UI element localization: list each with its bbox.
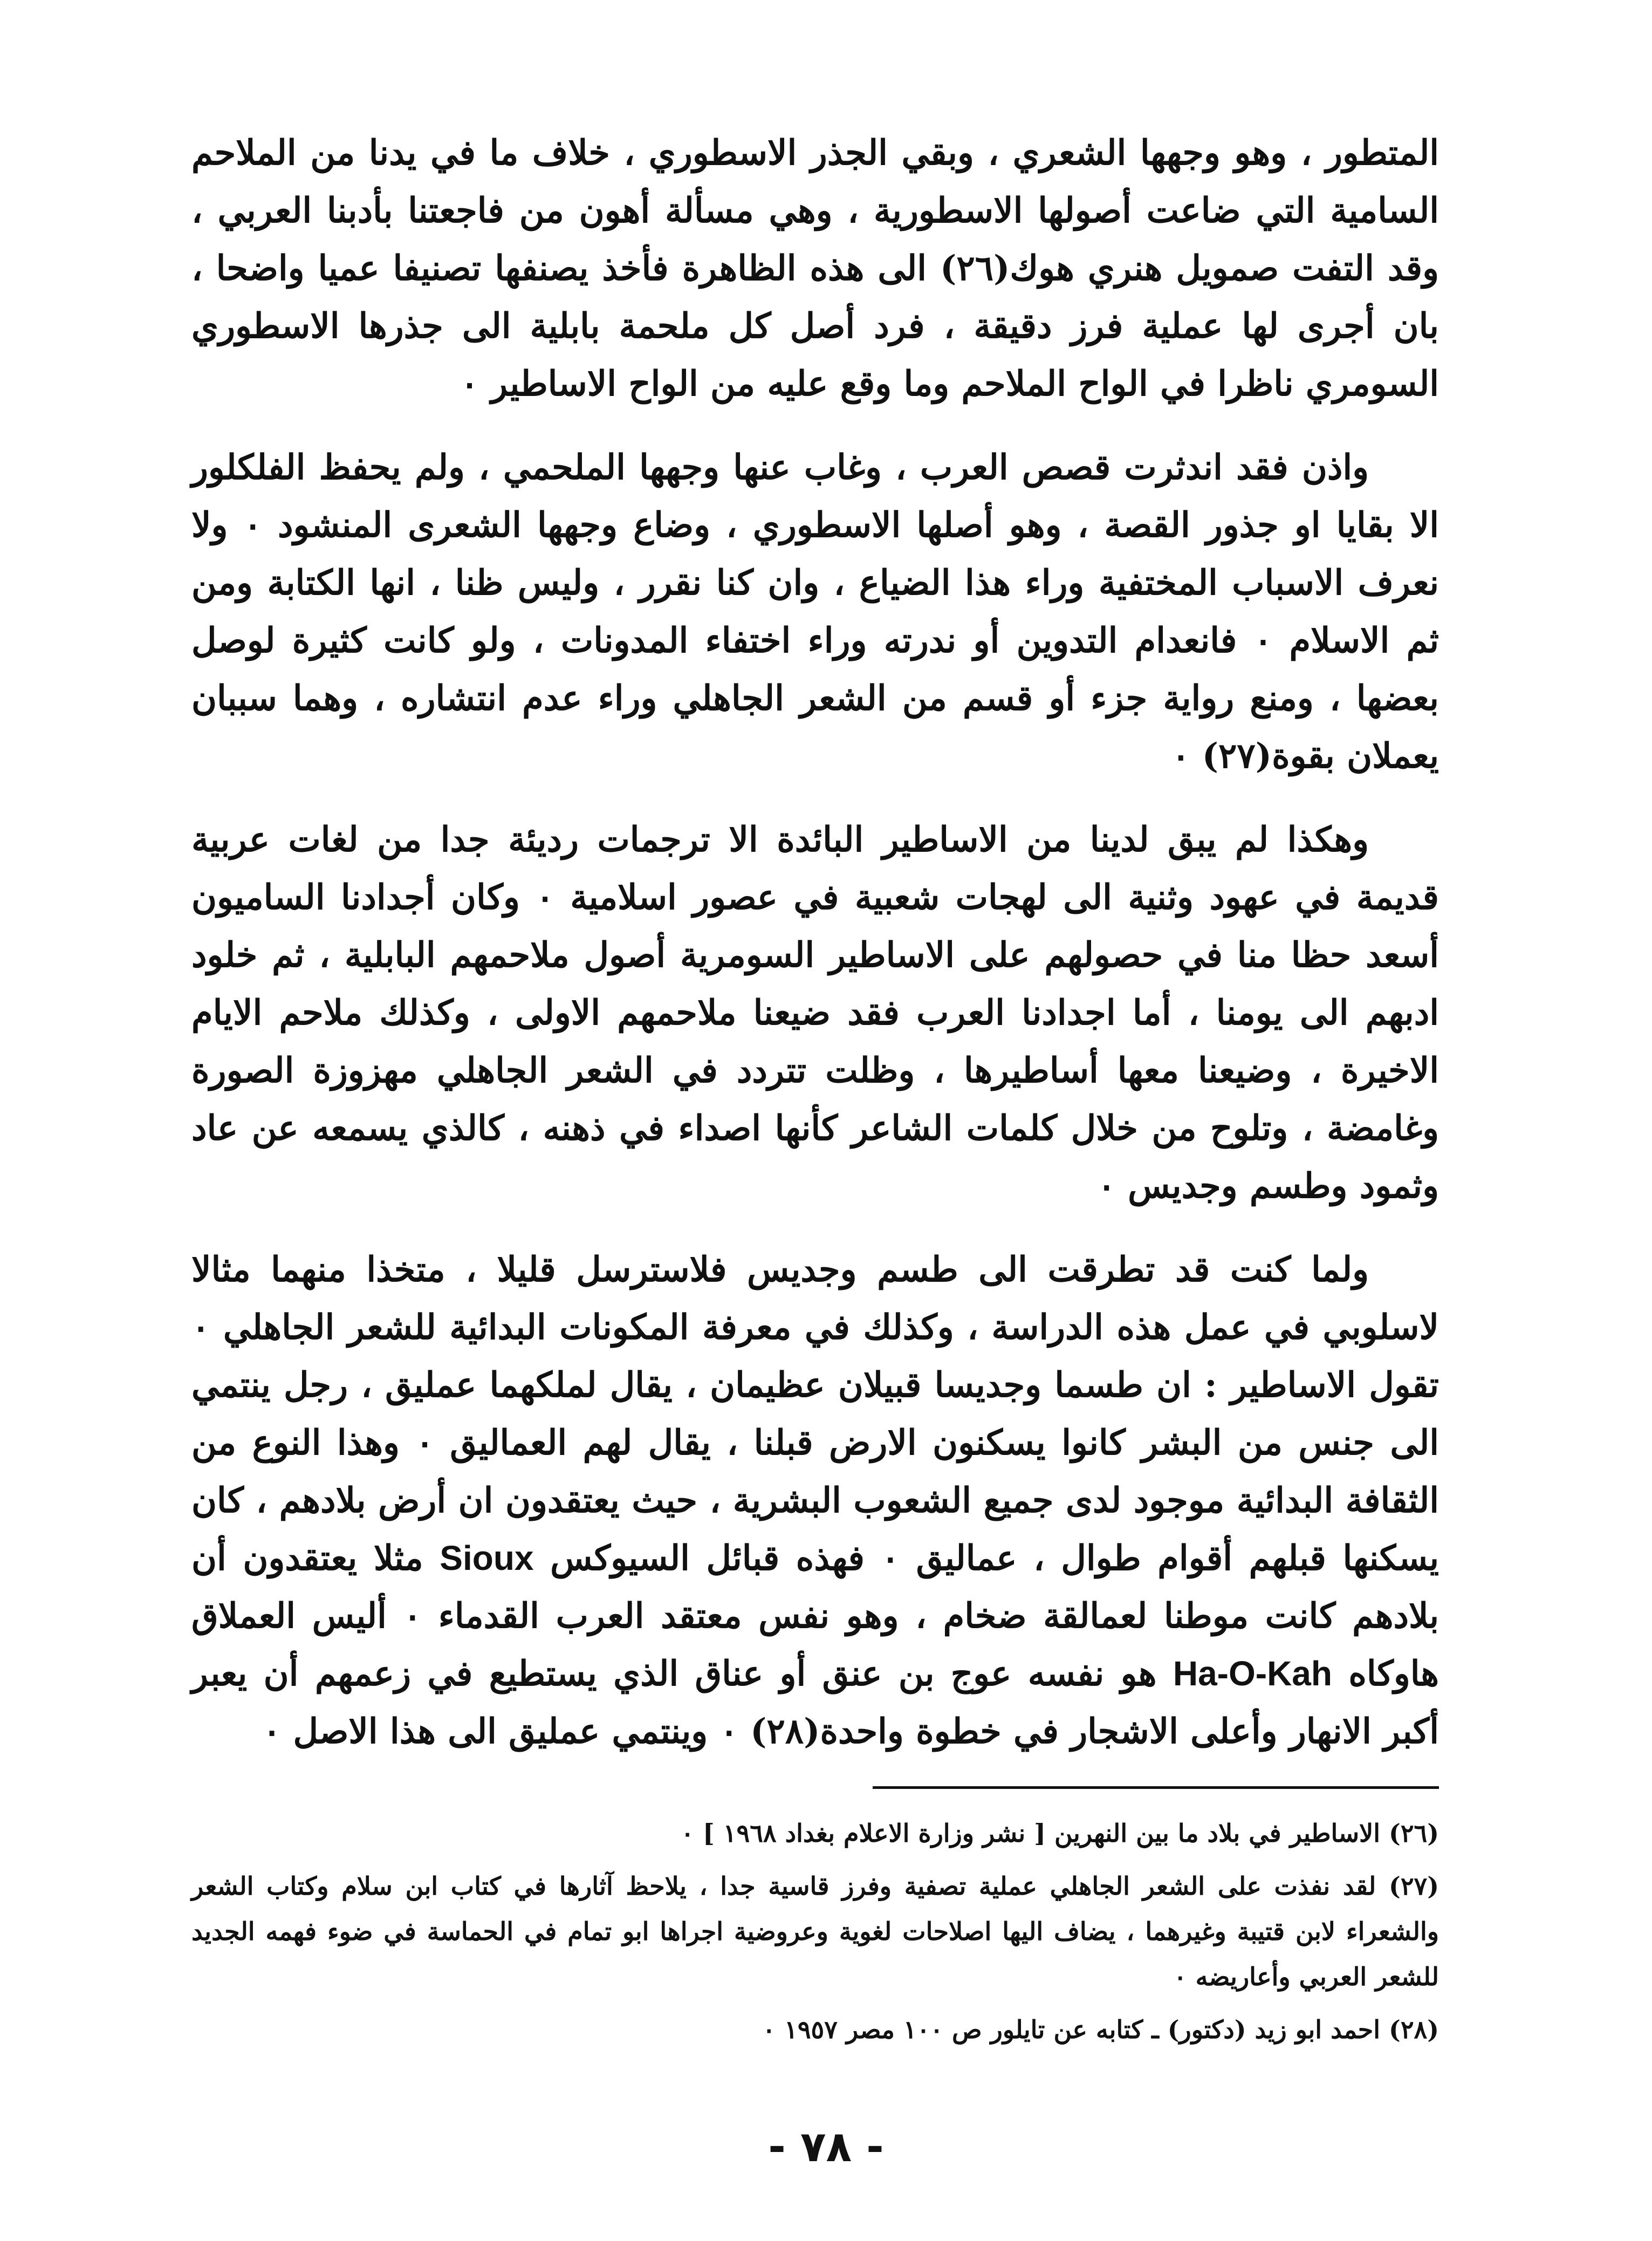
paragraph-1 bbox=[191, 124, 1439, 413]
paragraph-2-text: واذن فقد اندثرت قصص العرب ، وغاب عنها وجهها الملحمي ، ولم يحفظ الفلكلور الا بقايا او جذور القصة ، وهو أصلها الاسطوري ، وضاع وجهها الشعرى المنشود ٠ ولا نعرف الاسباب المختفية وراء هذا الضياع ، وان كنا نقرر ، وليس ظنا ، انها الكتابة ومن ثم الاسلام ٠ فانعدام التدوين أو ندرته وراء اختفاء المدونات ، ولو كانت كثيرة لوصل بعضها ، ومنع رواية جزء أو قسم من الشعر الجاهلي وراء عدم انتشاره ، وهما سببان يعملان بقوة(٢٧) ٠ bbox=[191, 447, 1439, 776]
paragraph-4 bbox=[191, 1241, 1439, 1760]
paragraph-4-text-c: هو نفسه عوج بن عنق أو عناق الذي يستطيع في زعمهم أن يعبر أكبر الانهار وأعلى الاشجار في خطوة واحدة(٢٨) ٠ وينتمي عمليق الى هذا الاصل ٠ bbox=[191, 1654, 1439, 1752]
paragraph-3 bbox=[191, 811, 1439, 1215]
latin-term-sioux: Sioux bbox=[440, 1539, 534, 1577]
footnote-divider bbox=[873, 1786, 1439, 1789]
paragraph-4-text-b: مثلا يعتقدون أن بلادهم كانت موطنا لعمالقة ضخام ، وهو نفس معتقد العرب القدماء ٠ أليس العملاق هاوكاه bbox=[191, 1538, 1439, 1694]
footnote-27: (٢٧) لقد نفذت على الشعر الجاهلي عملية تصفية وفرز قاسية جدا ، يلاحظ آثارها في كتاب ابن سلام وكتاب الشعر والشعراء لابن قتيبة وغيرهما ، يضاف اليها اصلاحات لغوية وعروضية اجراها ابو تمام في الحماسة في ضوء فهمه الجديد للشعر العربي وأعاريضه ٠ bbox=[191, 1871, 1439, 1991]
footnote-28: (٢٨) احمد ابو زيد (دكتور) ـ كتابه عن تايلور ص ١٠٠ مصر ١٩٥٧ ٠ bbox=[762, 2015, 1439, 2044]
latin-term-ha-o-kah: Ha-O-Kah bbox=[1173, 1654, 1332, 1693]
paragraph-2 bbox=[191, 439, 1439, 785]
footnote-26: (٢٦) الاساطير في بلاد ما بين النهرين [ نشر وزارة الاعلام بغداد ١٩٦٨ ] ٠ bbox=[681, 1819, 1439, 1848]
paragraph-4-text-a: ولما كنت قد تطرقت الى طسم وجديس فلاسترسل قليلا ، متخذا منهما مثالا لاسلوبي في عمل هذه الدراسة ، وكذلك في معرفة المكونات البدائية للشعر الجاهلي ٠ تقول الاساطير : ان طسما وجديسا قبيلان عظيمان ، يقال لملكهما عمليق ، رجل ينتمي الى جنس من البشر كانوا يسكنون الارض قبلنا ، يقال لهم العماليق ٠ وهذا النوع من الثقافة البدائية موجود لدى جميع الشعوب البشرية ، حيث يعتقدون ان أرض بلادهم ، كان يسكنها قبلهم أقوام طوال ، عماليق ٠ فهذه قبائل السيوكس bbox=[191, 1249, 1439, 1579]
paragraph-1-text: المتطور ، وهو وجهها الشعري ، وبقي الجذر الاسطوري ، خلاف ما في يدنا من الملاحم السامية التي ضاعت أصولها الاسطورية ، وهي مسألة أهون من فاجعتنا بأدبنا العربي ، وقد التفت صمويل هنري هوك(٢٦) الى هذه الظاهرة فأخذ يصنفها تصنيفا عميا واضحا ، بان أجرى لها عملية فرز دقيقة ، فرد أصل كل ملحمة بابلية الى جذرها الاسطوري السومري ناظرا في الواح الملاحم وما وقع عليه من الواح الاساطير ٠ bbox=[191, 133, 1439, 404]
page-number: - ٧٨ - bbox=[768, 2123, 884, 2171]
paragraph-3-text: وهكذا لم يبق لدينا من الاساطير البائدة الا ترجمات رديئة جدا من لغات عربية قديمة في عهود وثنية الى لهجات شعبية في عصور اسلامية ٠ وكان أجدادنا الساميون أسعد حظا منا في حصولهم على الاساطير السومرية أصول ملاحمهم البابلية ، ثم خلود ادبهم الى يومنا ، أما اجدادنا العرب فقد ضيعنا ملاحمهم الاولى ، وكذلك ملاحم الايام الاخيرة ، وضيعنا معها أساطيرها ، وظلت تتردد في الشعر الجاهلي مهزوزة الصورة وغامضة ، وتلوح من خلال كلمات الشاعر كأنها اصداء في ذهنه ، كالذي يسمعه عن عاد وثمود وطسم وجديس ٠ bbox=[191, 819, 1439, 1206]
